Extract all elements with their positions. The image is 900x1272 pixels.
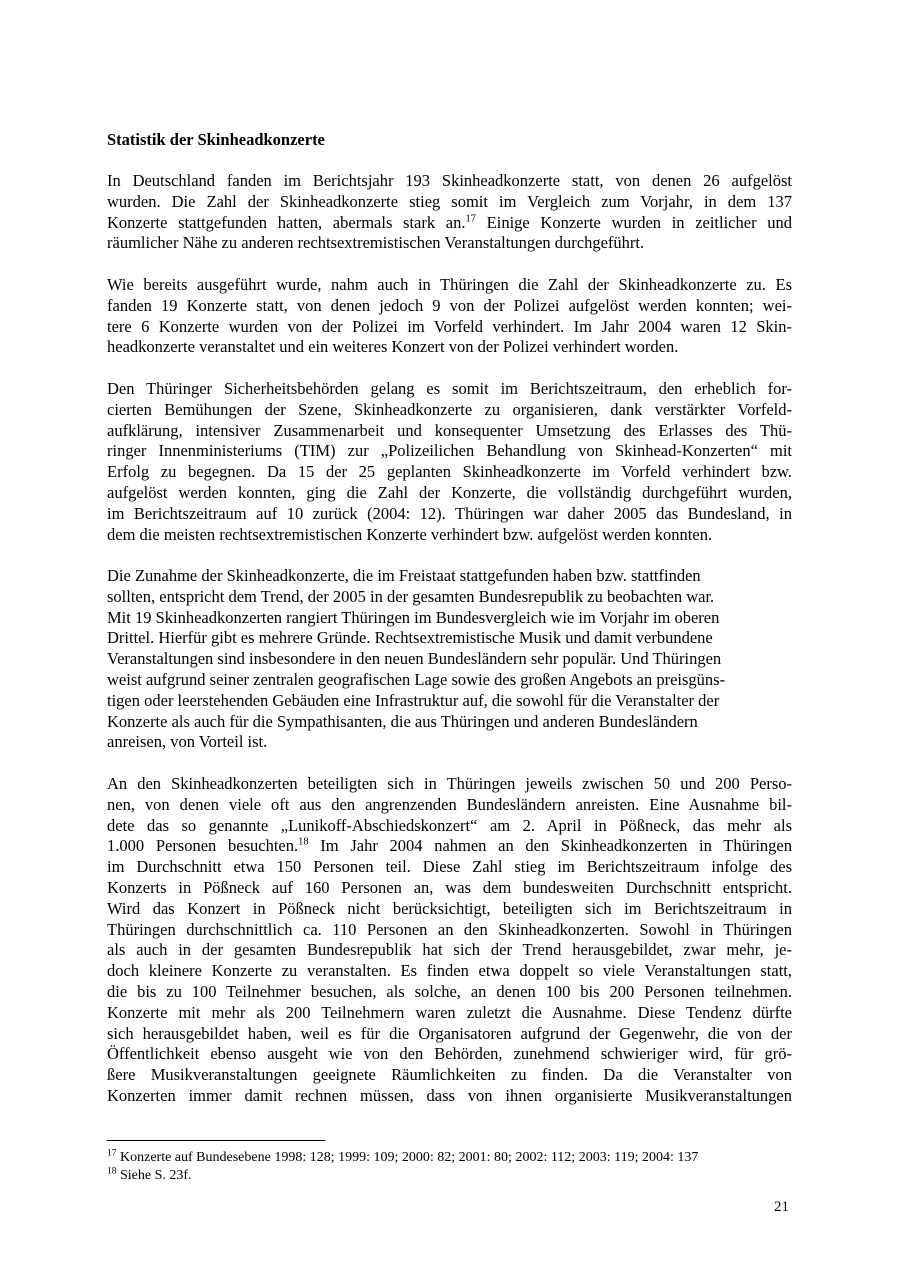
- text-line: [107, 649, 792, 670]
- paragraph-2: [107, 275, 792, 358]
- text-line: [107, 525, 792, 546]
- footnote-18: [107, 1167, 807, 1185]
- text-line: [107, 836, 792, 857]
- line-text: dete das so genannte „Lunikoff-Abschiedskonzert“ am 2. April in Pößneck, das mehr als: [107, 815, 792, 835]
- line-text: 1.000 Personen besuchten.: [107, 836, 299, 856]
- text-line: [107, 587, 792, 608]
- paragraph-5: [107, 774, 792, 1107]
- page-number: 21: [774, 1199, 789, 1215]
- text-line: [107, 691, 792, 712]
- line-text: im Berichtszeitraum auf 10 zurück (2004: 12). Thüringen war daher 2005 das Bundesland, in: [107, 503, 792, 523]
- line-text: Öffentlichkeit ebenso ausgeht wie von den Behörden, zunehmend schwieriger wird, für grö-: [107, 1044, 792, 1064]
- line-text: Konzerte als auch für die Sympathisanten, die aus Thüringen und anderen Bundesländern: [107, 711, 698, 731]
- text-line: [107, 171, 792, 192]
- paragraph-4: [107, 566, 792, 753]
- text-line: [107, 816, 792, 837]
- line-text: Erfolg zu begegnen. Da 15 der 25 geplanten Skinheadkonzerte im Vorfeld verhindert bzw.: [107, 462, 792, 482]
- line-text: sollten, entspricht dem Trend, der 2005 in der gesamten Bundesrepublik zu beobachten war.: [107, 586, 715, 606]
- text-line: [107, 732, 792, 753]
- text-line: [107, 379, 792, 400]
- text-line: [107, 1044, 792, 1065]
- text-line: [107, 462, 792, 483]
- text-line: [107, 920, 792, 941]
- line-text-continued: Einige Konzerte wurden in zeitlicher und: [475, 212, 792, 232]
- footnote-reference: 18: [298, 836, 309, 848]
- text-line: [107, 213, 792, 234]
- line-text: Veranstaltungen sind insbesondere in den neuen Bundesländern sehr populär. Und Thüringen: [107, 649, 722, 669]
- text-line: [107, 192, 792, 213]
- line-text: tigen oder leerstehenden Gebäuden eine Infrastruktur auf, die sowohl für die Veranstalter der: [107, 690, 720, 710]
- text-line: [107, 421, 792, 442]
- text-line: [107, 628, 792, 649]
- line-text: weist aufgrund seiner zentralen geografischen Lage sowie des großen Angebots an preisgüns-: [107, 669, 726, 689]
- line-text: Mit 19 Skinheadkonzerten rangiert Thüringen im Bundesvergleich wie im Vorjahr im oberen: [107, 607, 720, 627]
- line-text: Wird das Konzert in Pößneck nicht berücksichtigt, beteiligten sich im Berichtszeitraum in: [107, 898, 792, 918]
- text-line: [107, 275, 792, 296]
- line-text: Thüringen durchschnittlich ca. 110 Personen an den Skinheadkonzerten. Sowohl in Thüringen: [107, 919, 792, 939]
- footnote-17: [107, 1149, 807, 1167]
- line-text: headkonzerte veranstaltet und ein weiteres Konzert von der Polizei verhindert worden.: [107, 337, 679, 357]
- line-text: ßere Musikveranstaltungen geeignete Räumlichkeiten zu finden. Da die Veranstalter von: [107, 1065, 792, 1085]
- text-line: [107, 608, 792, 629]
- footnote-number: 18: [107, 1166, 117, 1177]
- footnote-separator: [107, 1140, 325, 1141]
- text-line: [107, 441, 792, 462]
- footnotes: [107, 1149, 807, 1185]
- text-line: [107, 670, 792, 691]
- line-text: die bis zu 100 Teilnehmer besuchen, als solche, an denen 100 bis 200 Personen teilnehmen.: [107, 981, 792, 1001]
- line-text: Konzerte stattgefunden hatten, abermals stark an.: [107, 212, 466, 232]
- text-line: [107, 1086, 792, 1107]
- footnote-text: Siehe S. 23f.: [116, 1168, 192, 1183]
- line-text: Drittel. Hierfür gibt es mehrere Gründe. Rechtsextremistische Musik und damit verbundene: [107, 628, 713, 648]
- line-text: In Deutschland fanden im Berichtsjahr 193 Skinheadkonzerte statt, von denen 26 aufgelöst: [107, 171, 792, 190]
- footnote-reference: 17: [465, 213, 476, 225]
- line-text: Konzerten immer damit rechnen müssen, dass von ihnen organisierte Musikveranstaltungen: [107, 1085, 792, 1105]
- line-text: Konzerte mit mehr als 200 Teilnehmern waren zuletzt die Ausnahme. Diese Tendenz dürfte: [107, 1002, 792, 1022]
- text-line: [107, 400, 792, 421]
- text-line: [107, 317, 792, 338]
- text-line: [107, 337, 792, 358]
- text-line: [107, 296, 792, 317]
- line-text: dem die meisten rechtsextremistischen Konzerte verhindert bzw. aufgelöst werden konnten.: [107, 524, 713, 544]
- text-line: [107, 795, 792, 816]
- text-line: [107, 1065, 792, 1086]
- line-text: Wie bereits ausgeführt wurde, nahm auch in Thüringen die Zahl der Skinheadkonzerte zu. Es: [107, 275, 792, 294]
- text-line: [107, 982, 792, 1003]
- line-text: tere 6 Konzerte wurden von der Polizei im Vorfeld verhindert. Im Jahr 2004 waren 12 Skin-: [107, 316, 792, 336]
- line-text: Konzerts in Pößneck auf 160 Personen an, was dem bundesweiten Durchschnitt entspricht.: [107, 877, 792, 897]
- line-text: ringer Innenministeriums (TIM) zur „Polizeilichen Behandlung von Skinhead-Konzerten“ mit: [107, 441, 792, 461]
- line-text: Die Zunahme der Skinheadkonzerte, die im Freistaat stattgefunden haben bzw. stattfinden: [107, 566, 701, 585]
- footnote-text: Konzerte auf Bundesebene 1998: 128; 1999: 109; 2000: 82; 2001: 80; 2002: 112; 2003: 119; 2004: 137: [116, 1150, 699, 1165]
- line-text: sich herausgebildet haben, weil es für die Organisatoren aufgrund der Gegenwehr, die von der: [107, 1023, 792, 1043]
- line-text: Den Thüringer Sicherheitsbehörden gelang es somit im Berichtszeitraum, den erheblich for-: [107, 379, 792, 398]
- text-line: [107, 961, 792, 982]
- line-text: doch kleinere Konzerte zu veranstalten. Es finden etwa doppelt so viele Veranstaltungen statt,: [107, 961, 792, 981]
- text-line: [107, 1024, 792, 1045]
- text-line: [107, 878, 792, 899]
- text-line: [107, 566, 792, 587]
- text-line: [107, 504, 792, 525]
- footnote-number: 17: [107, 1148, 117, 1159]
- line-text: als auch in der gesamten Bundesrepublik hat sich der Trend herausgebildet, zwar mehr, je-: [107, 940, 792, 960]
- paragraph-3: [107, 379, 792, 545]
- text-line: [107, 899, 792, 920]
- text-line: [107, 483, 792, 504]
- line-text: im Durchschnitt etwa 150 Personen teil. Diese Zahl stieg im Berichtszeitraum infolge des: [107, 857, 792, 877]
- line-text: aufgelöst werden konnten, ging die Zahl der Konzerte, die vollständig durchgeführt wurden,: [107, 482, 792, 502]
- text-line: [107, 774, 792, 795]
- line-text: räumlicher Nähe zu anderen rechtsextremistischen Veranstaltungen durchgeführt.: [107, 233, 645, 253]
- text-line: [107, 233, 792, 254]
- text-line: [107, 857, 792, 878]
- line-text-continued: Im Jahr 2004 nahmen an den Skinheadkonzerten in Thüringen: [308, 836, 793, 856]
- text-line: [107, 1003, 792, 1024]
- section-heading: Statistik der Skinheadkonzerte: [107, 130, 325, 149]
- line-text: fanden 19 Konzerte statt, von denen jedoch 9 von der Polizei aufgelöst werden konnten; wei-: [107, 295, 792, 315]
- line-text: nen, von denen viele oft aus den angrenzenden Bundesländern anreisten. Eine Ausnahme bil-: [107, 794, 792, 814]
- text-line: [107, 940, 792, 961]
- line-text: wurden. Die Zahl der Skinheadkonzerte stieg somit im Vergleich zum Vorjahr, in dem 137: [107, 191, 792, 211]
- paragraph-1: [107, 171, 792, 254]
- line-text: anreisen, von Vorteil ist.: [107, 732, 268, 752]
- line-text: An den Skinheadkonzerten beteiligten sich in Thüringen jeweils zwischen 50 und 200 Perso-: [107, 774, 792, 793]
- line-text: aufklärung, intensiver Zusammenarbeit und konsequenter Umsetzung des Erlasses des Thü-: [107, 420, 792, 440]
- text-line: [107, 712, 792, 733]
- line-text: cierten Bemühungen der Szene, Skinheadkonzerte zu organisieren, dank verstärkter Vorfeld-: [107, 399, 792, 419]
